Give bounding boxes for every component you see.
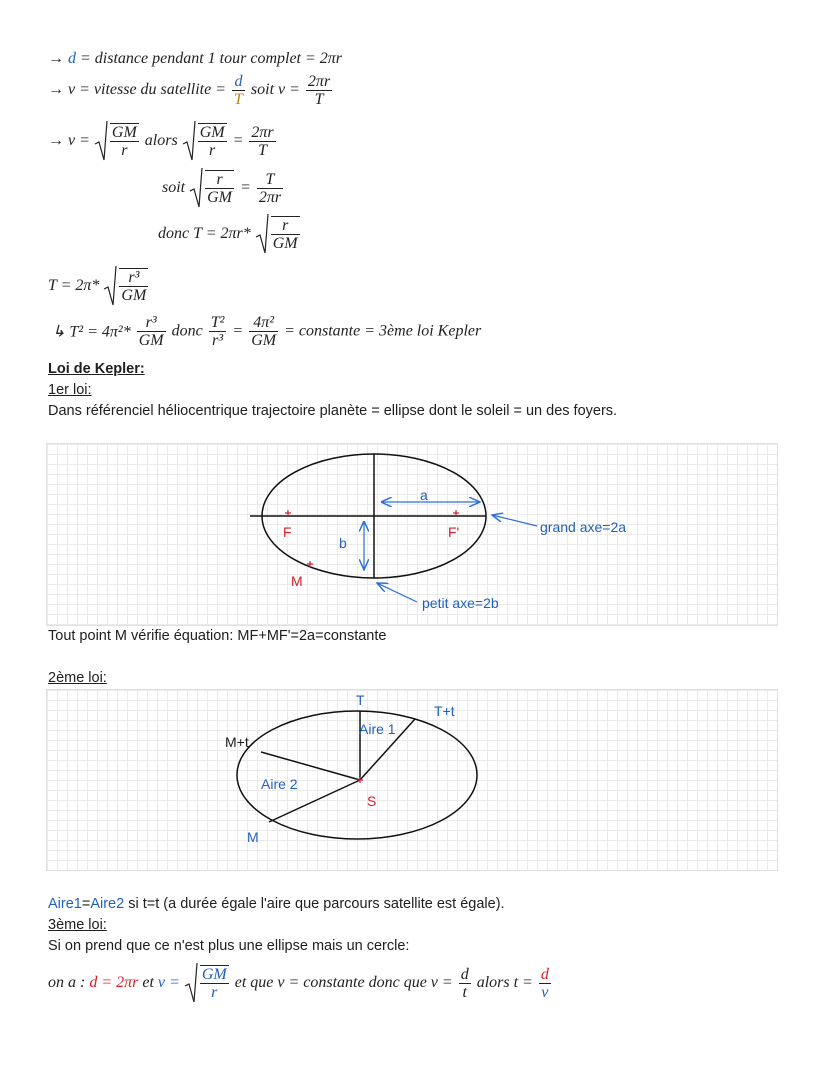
v-eq-text: → v = — [48, 132, 90, 149]
ellipse-drawing — [47, 444, 777, 625]
radicand — [205, 170, 234, 206]
var-d: d — [68, 50, 76, 67]
petit-axe-pointer — [377, 583, 417, 602]
law2-title: 2ème loi: — [48, 670, 107, 686]
focus-F-marker — [285, 510, 291, 516]
law1-description: Dans référenciel héliocentrique trajectoire planète = ellipse dont le soleil = un des foyers. — [48, 403, 618, 419]
frac-den: T — [234, 91, 243, 108]
line-donc-T — [158, 213, 302, 255]
line-vitesse — [48, 73, 334, 108]
frac-den: r³ — [212, 332, 224, 349]
frac-den: GM — [272, 235, 298, 252]
fraction-2pir-over-T — [306, 73, 332, 108]
frac-num: r — [271, 217, 300, 235]
frac-num: GM — [199, 124, 225, 141]
sqrt-GM-over-r — [94, 120, 141, 162]
frac-num: d — [540, 965, 549, 983]
radical-sign — [103, 265, 117, 307]
law3-description: Si on prend que ce n'est plus une ellipse mais un cercle: — [48, 938, 410, 954]
law1-title: 1er loi: — [48, 382, 92, 398]
soit-text: soit — [162, 179, 186, 196]
law3-title: 3ème loi: — [48, 917, 107, 933]
constante-text: = constante = — [284, 322, 376, 340]
areas-diagram — [46, 689, 778, 871]
radical-sign — [184, 962, 198, 1004]
frac-den: 2πr — [258, 188, 282, 206]
label-Mt: M+t — [225, 734, 249, 750]
label-M: M — [247, 829, 259, 845]
donc-T-text: donc T = 2πr* — [158, 225, 251, 242]
radical-sign — [189, 167, 203, 209]
law1-equation: Tout point M vérifie équation: MF+MF'=2a=constante — [48, 628, 387, 644]
sqrt-r-over-GM — [255, 213, 302, 255]
v-eq-text: v = — [157, 974, 180, 991]
distance-value: 2πr — [319, 50, 343, 67]
label-aire1: Aire 1 — [359, 721, 396, 737]
frac-num: r³ — [119, 269, 148, 287]
line-T-equals — [48, 265, 150, 307]
equals: = — [232, 132, 244, 149]
frac-num: T — [257, 171, 283, 189]
kepler-law-text: 3ème loi Kepler — [379, 322, 482, 340]
frac-den: t — [462, 983, 467, 1001]
on-a-text: on a : — [48, 974, 86, 991]
frac-num: d — [460, 965, 469, 983]
radicand — [119, 268, 148, 304]
equals: = — [81, 896, 91, 912]
label-Fp: F' — [448, 524, 460, 540]
aire1-text: Aire1 — [48, 896, 82, 912]
frac-den: v — [541, 983, 549, 1001]
radicand — [200, 965, 229, 1001]
label-F: F — [283, 524, 292, 540]
label-petit-axe: petit axe=2b — [422, 595, 499, 611]
label-b: b — [339, 535, 347, 551]
frac-den: T — [314, 91, 324, 108]
fraction-d-over-v — [539, 966, 551, 1001]
fraction-r3-over-GM — [137, 314, 166, 349]
vitesse-text: → v = vitesse du satellite = — [48, 81, 226, 99]
arrow: → — [48, 50, 64, 67]
frac-den: GM — [207, 189, 233, 206]
line-T-squared — [52, 314, 481, 349]
donc-text: donc — [171, 322, 203, 340]
alors-text: alors — [144, 132, 178, 149]
T2-eq-text: ↳ T² = 4π²* — [52, 323, 131, 341]
fraction-d-over-t — [459, 966, 471, 1001]
equals: = — [240, 179, 251, 196]
label-S: S — [367, 793, 377, 809]
frac-num: 2πr — [307, 73, 331, 90]
frac-den: GM — [251, 332, 277, 349]
d-eq-text: d = 2πr — [89, 974, 139, 991]
section-heading: Loi de Kepler: — [48, 361, 145, 377]
fraction-d-over-T — [232, 73, 245, 108]
frac-den: T — [258, 141, 267, 159]
frac-den: GM — [121, 287, 147, 304]
aire-rest-text: si t=t (a durée égale l'aire que parcours satellite est égale). — [124, 896, 505, 912]
aire2-text: Aire2 — [90, 896, 125, 912]
ellipse-diagram — [46, 443, 778, 626]
label-aire2: Aire 2 — [261, 776, 298, 792]
line-soit — [162, 167, 285, 209]
label-T: T — [356, 692, 365, 708]
grand-axe-pointer — [492, 515, 537, 526]
sqrt-r3-over-GM — [103, 265, 150, 307]
focus-Fp-marker — [453, 510, 459, 516]
distance-text: = distance pendant 1 tour complet = — [80, 50, 316, 67]
line-v-sqrt — [48, 120, 278, 162]
fraction-T-over-2pir — [257, 171, 283, 206]
frac-num: GM — [201, 966, 227, 983]
frac-den: r — [211, 984, 218, 1001]
fraction-2pir-over-T — [249, 124, 275, 159]
frac-num: r — [205, 171, 234, 189]
sqrt-r-over-GM — [189, 167, 236, 209]
radicand — [271, 216, 300, 252]
label-a: a — [420, 487, 428, 503]
label-M: M — [291, 573, 303, 589]
frac-num: GM — [111, 124, 137, 141]
frac-den: GM — [138, 332, 164, 349]
fraction-4pi2-over-GM — [249, 314, 278, 349]
frac-den: r — [121, 142, 128, 159]
frac-num: d — [232, 73, 245, 91]
label-grand-axe: grand axe=2a — [540, 519, 627, 535]
alors-text: alors t = — [476, 974, 533, 991]
soit-text: soit v = — [250, 81, 300, 99]
fraction-T2-over-r3 — [209, 314, 227, 349]
sqrt-GM-over-r-2 — [182, 120, 229, 162]
line-distance — [48, 50, 342, 68]
T-eq-text: T = 2π* — [48, 277, 100, 294]
radical-sign — [94, 120, 108, 162]
label-Tt: T+t — [434, 703, 455, 719]
equals: = — [232, 322, 244, 340]
frac-num: 4π² — [249, 314, 278, 332]
areas-drawing — [47, 690, 777, 870]
radicand — [198, 123, 227, 159]
line-circle-case — [48, 962, 553, 1004]
area-equality — [48, 896, 505, 912]
frac-den: r — [209, 142, 216, 159]
frac-num: r³ — [137, 314, 166, 332]
radical-sign — [182, 120, 196, 162]
et-text: et — [142, 974, 154, 991]
frac-num: T² — [210, 314, 225, 331]
sqrt-GM-over-r — [184, 962, 231, 1004]
radical-sign — [255, 213, 269, 255]
constant-text: et que v = constante donc que v = — [234, 974, 453, 991]
frac-num: 2πr — [251, 123, 274, 141]
radicand — [110, 123, 139, 159]
